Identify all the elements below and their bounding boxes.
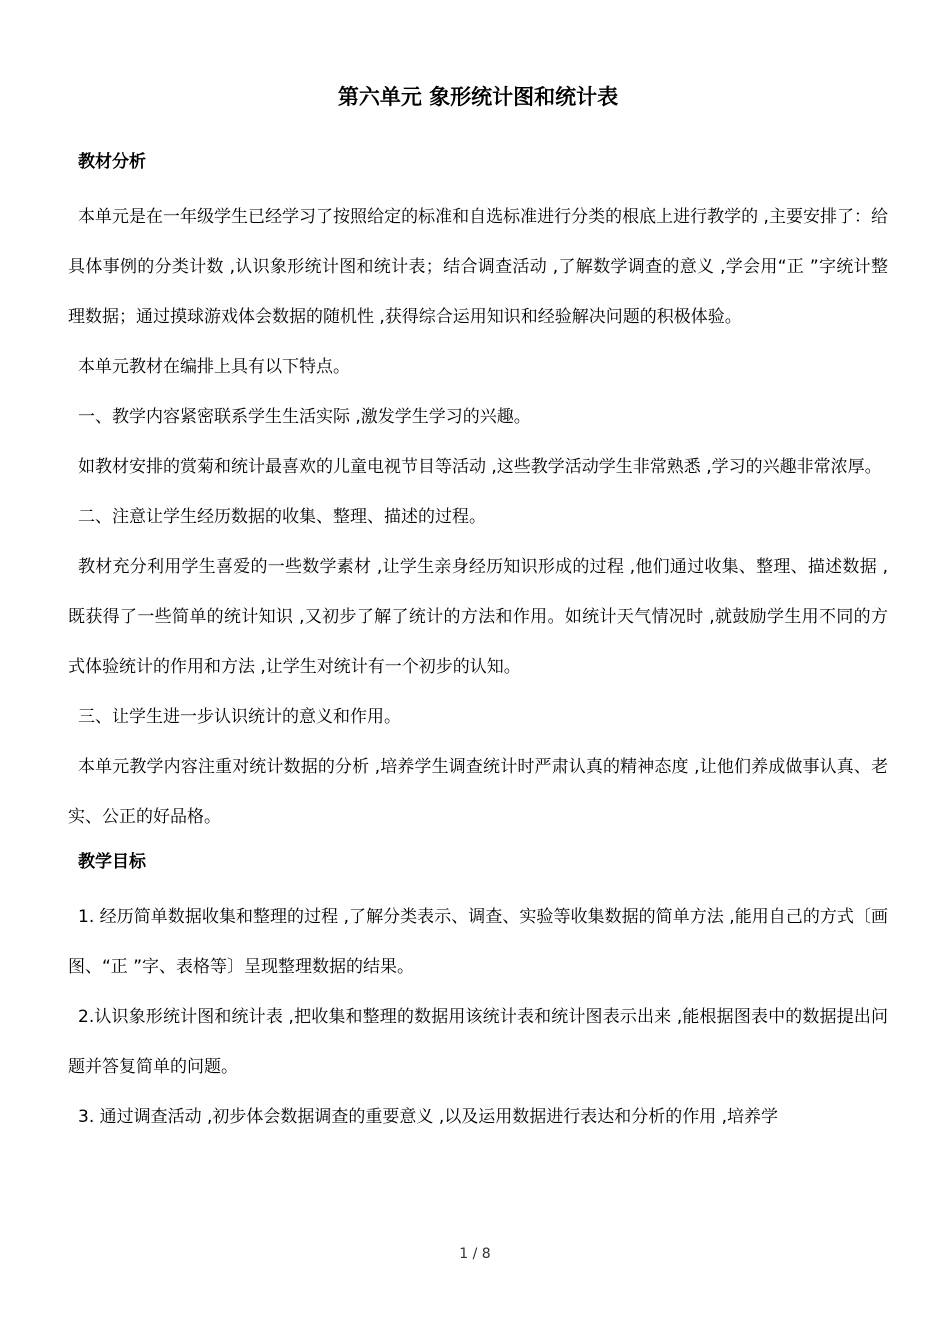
- document-body: [68, 142, 888, 1142]
- paragraph: 三、让学生进一步认识统计的意义和作用。: [78, 707, 401, 727]
- paragraph: 本单元教材在编排上具有以下特点。: [78, 357, 350, 377]
- paragraph: 一、教学内容紧密联系学生生活实际 ,激发学生学习的兴趣。: [78, 407, 531, 427]
- paragraph: 教材充分利用学生喜爱的一些数学素材 ,让学生亲身经历知识形成的过程 ,他们通过收集、整理、描述数据 ,既获得了一些简单的统计知识 ,又初步了解了统计的方法和作用。如统计天气情况时 ,就鼓励学生用不同的方式体验统计的作用和方法 ,让学生对统计有一个初步的认知。: [68, 557, 888, 677]
- paragraph: 本单元教学内容注重对统计数据的分析 ,培养学生调查统计时严肃认真的精神态度 ,让他们养成做事认真、老实、公正的好品格。: [68, 757, 888, 827]
- goal-item: 2.认识象形统计图和统计表 ,把收集和整理的数据用该统计表和统计图表示出来 ,能根据图表中的数据提出问题并答复简单的问题。: [68, 1007, 888, 1077]
- section-heading-teaching-goals: 教学目标: [78, 852, 146, 872]
- document-title: 第六单元 象形统计图和统计表: [337, 85, 619, 109]
- section-heading-textbook-analysis: 教材分析: [78, 152, 146, 172]
- page-number: 1 / 8: [459, 1246, 491, 1262]
- paragraph: 如教材安排的赏菊和统计最喜欢的儿童电视节目等活动 ,这些教学活动学生非常熟悉 ,学习的兴趣非常浓厚。: [78, 457, 882, 477]
- paragraph: 本单元是在一年级学生已经学习了按照给定的标准和自选标准进行分类的根底上进行教学的 ,主要安排了：给具体事例的分类计数 ,认识象形统计图和统计表；结合调查活动 ,了解数学调查的意义 ,学会用“正 ”字统计整理数据；通过摸球游戏体会数据的随机性 ,获得综合运用知识和经验解决问题的积极体验。: [68, 207, 888, 327]
- paragraph: 二、注意让学生经历数据的收集、整理、描述的过程。: [78, 507, 486, 527]
- goal-item: 3. 通过调查活动 ,初步体会数据调查的重要意义 ,以及运用数据进行表达和分析的作用 ,培养学: [78, 1107, 779, 1127]
- goal-item: 1. 经历简单数据收集和整理的过程 ,了解分类表示、调查、实验等收集数据的简单方法 ,能用自己的方式〔画图、“正 ”字、表格等〕呈现整理数据的结果。: [68, 907, 888, 977]
- document-page: [68, 0, 888, 1344]
